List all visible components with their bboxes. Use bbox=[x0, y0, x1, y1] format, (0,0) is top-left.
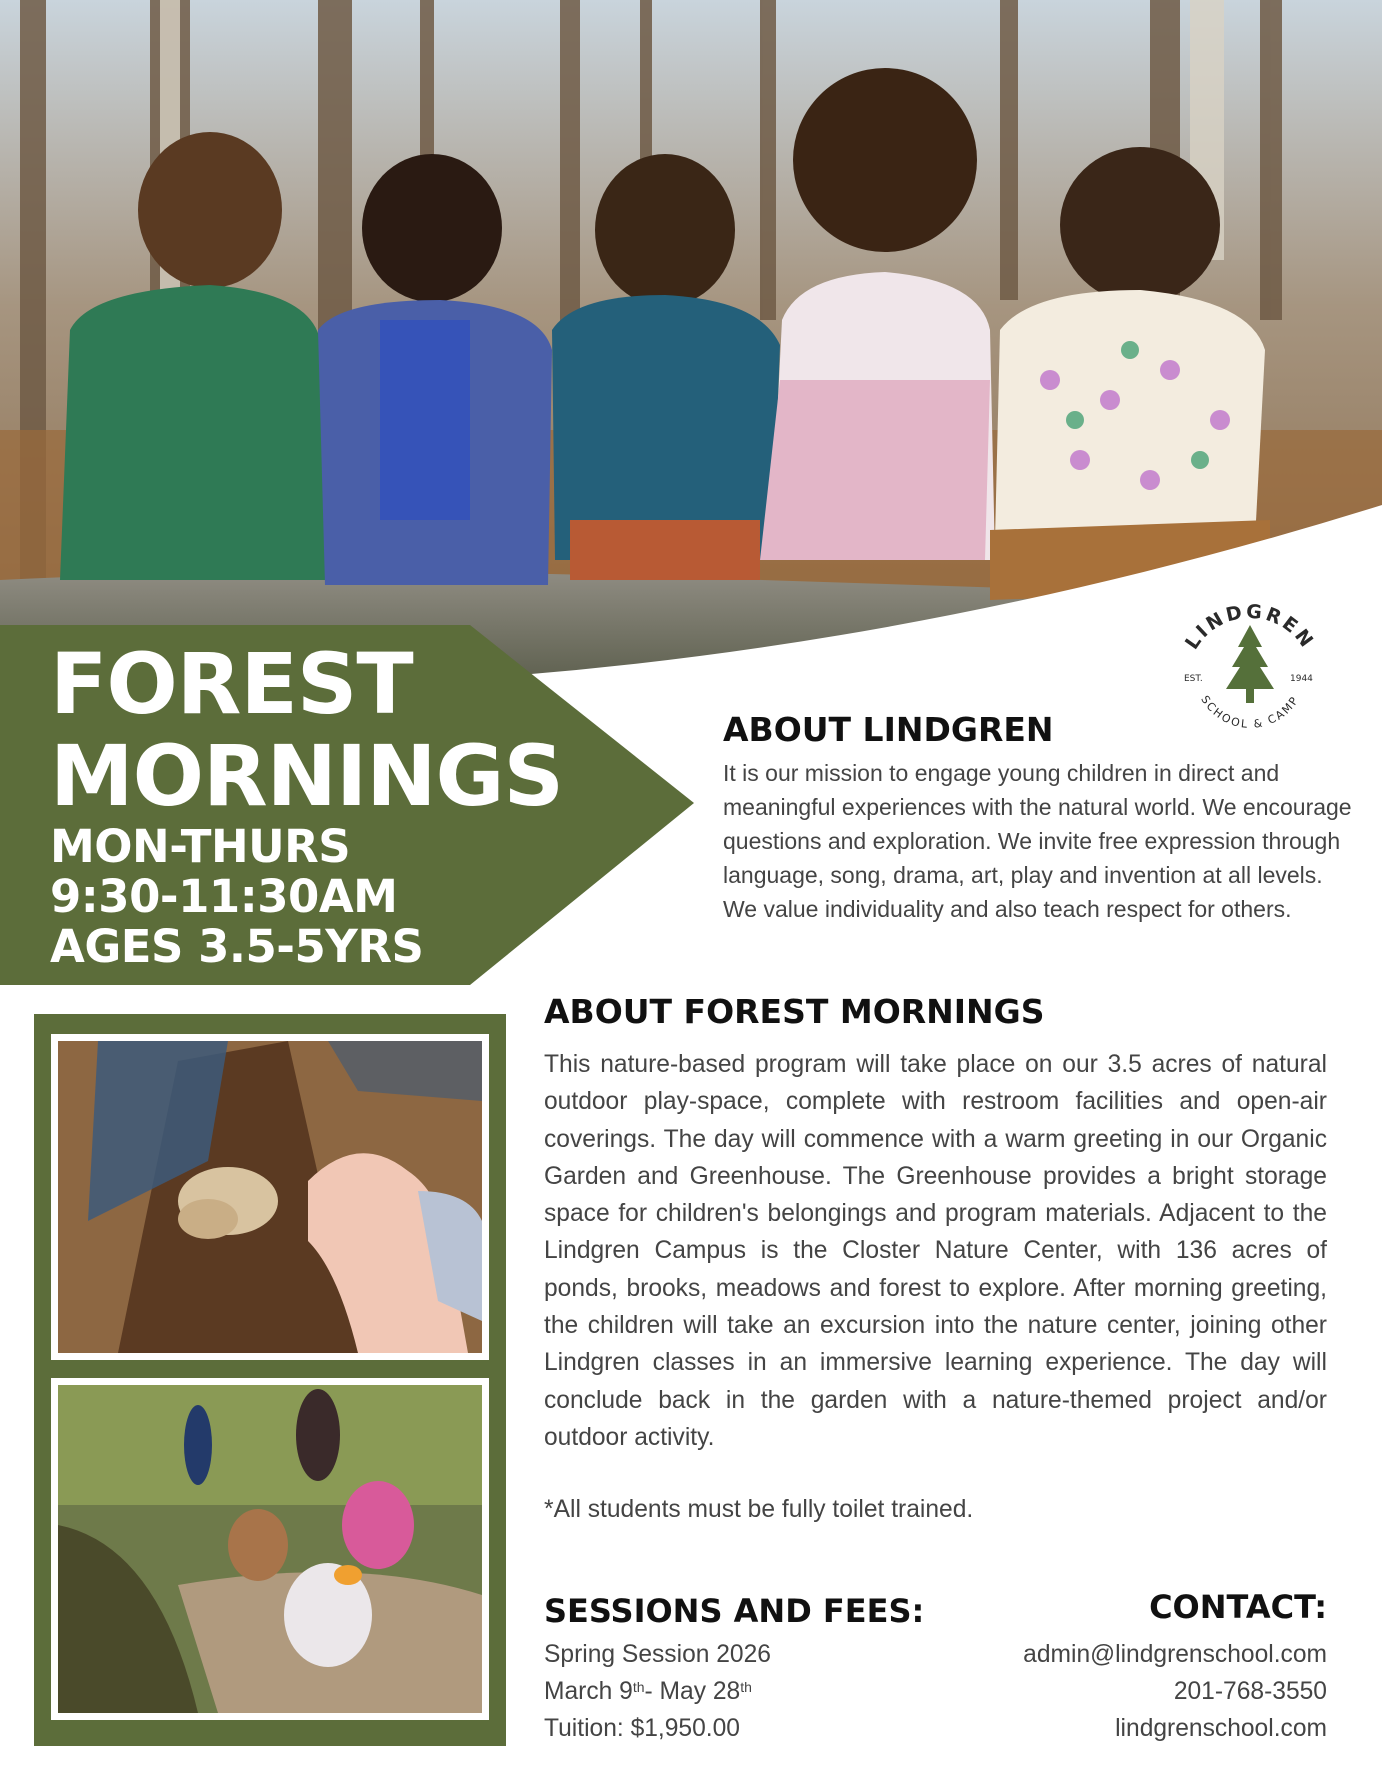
title-line-2: MORNINGS bbox=[50, 727, 563, 825]
about-heading: ABOUT LINDGREN bbox=[723, 710, 1054, 749]
sessions-details bbox=[544, 1636, 771, 1747]
pond-photo bbox=[51, 1378, 489, 1720]
logo-bottom-text: SCHOOL & CAMP bbox=[1198, 693, 1302, 731]
forest-mornings-heading: ABOUT FOREST MORNINGS bbox=[544, 992, 1045, 1031]
schedule-ages: AGES 3.5-5YRS bbox=[50, 920, 424, 973]
session-date-start-suffix: th bbox=[632, 1679, 645, 1695]
schedule-days: MON-THURS bbox=[50, 820, 351, 873]
session-date-end: - May 28 bbox=[644, 1678, 741, 1705]
toilet-training-note: *All students must be fully toilet trained. bbox=[544, 1496, 974, 1523]
logo-top-text: LINDGREN bbox=[1180, 600, 1319, 654]
about-body: It is our mission to engage young children in direct and meaningful experiences with the natural world. We encourage questions and exploration. We invite free expression through language, song, drama, art, play and invention at all levels. We value individuality and also teach respect for others. bbox=[723, 760, 1352, 922]
sessions-heading: SESSIONS AND FEES: bbox=[544, 1592, 925, 1630]
session-dates bbox=[544, 1673, 771, 1710]
pine-tree-icon bbox=[1226, 625, 1274, 703]
session-date-end-suffix: th bbox=[740, 1679, 752, 1695]
contact-email[interactable]: admin@lindgrenschool.com bbox=[1023, 1641, 1327, 1668]
contact-phone[interactable]: 201-768-3550 bbox=[1173, 1678, 1327, 1705]
session-date-start: March 9 bbox=[544, 1678, 633, 1705]
contact-heading: CONTACT: bbox=[1149, 1588, 1327, 1626]
session-name: Spring Session 2026 bbox=[544, 1641, 771, 1668]
schedule-time: 9:30-11:30AM bbox=[50, 870, 398, 923]
contact-website[interactable]: lindgrenschool.com bbox=[1115, 1715, 1327, 1742]
logo-est-label: EST. bbox=[1184, 674, 1203, 684]
hero-photo bbox=[0, 0, 1382, 680]
title-line-1: FOREST bbox=[50, 635, 413, 733]
session-tuition: Tuition: $1,950.00 bbox=[544, 1715, 740, 1742]
lindgren-logo bbox=[1160, 585, 1340, 765]
schedule-block bbox=[50, 822, 423, 972]
contact-details bbox=[1023, 1636, 1327, 1747]
program-title bbox=[50, 635, 563, 825]
forest-mornings-body: This nature-based program will take place on our 3.5 acres of natural outdoor play-space, complete with restroom facilities and open-air coverings. The day will commence with a warm greeting in our Organic Garden and Greenhouse. The Greenhouse provides a bright storage space for children's belongings and program materials. Adjacent to the Lindgren Campus is the Closter Nature Center, with 136 acres of ponds, brooks, meadows and forest to explore. After morning greeting, the children will take an excursion into the nature center, joining other Lindgren classes in an immersive learning experience. The day will conclude back in the garden with a nature-themed project and/or outdoor activity. bbox=[544, 1051, 1327, 1451]
logo-est-year: 1944 bbox=[1290, 674, 1313, 684]
mushroom-photo bbox=[51, 1034, 489, 1360]
